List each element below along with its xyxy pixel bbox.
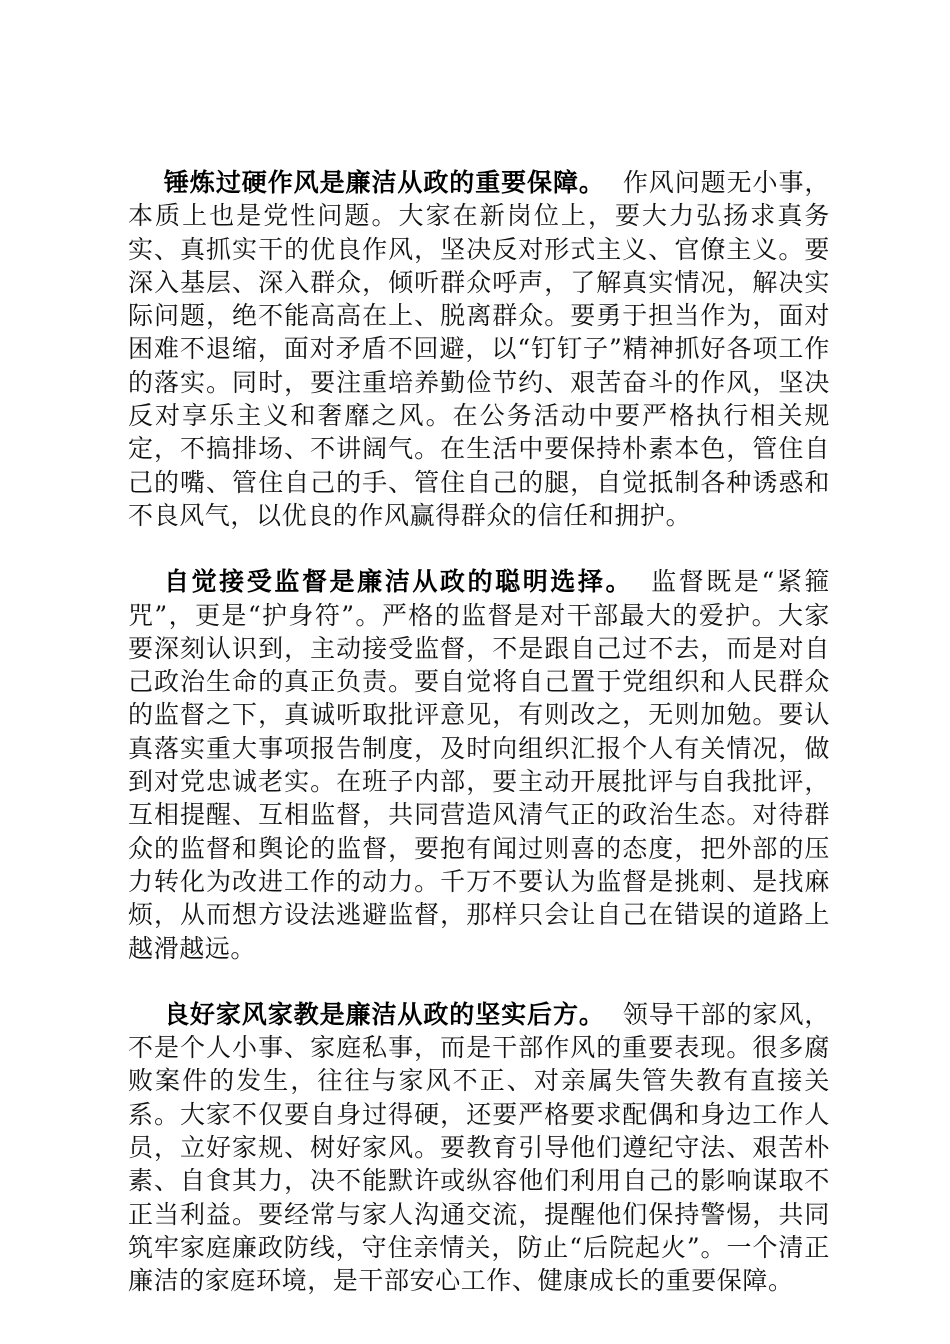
- paragraph-family-tradition: [128, 998, 830, 1298]
- paragraph-heading: 良好家风家教是廉洁从政的坚实后方。: [164, 999, 605, 1029]
- paragraph-text: 领导干部的家风，不是个人小事、家庭私事，而是干部作风的重要表现。很多腐败案件的发生，往往与家风不正、对亲属失管失教有直接关系。大家不仅要自身过得硬，还要严格要求配偶和身边工作人员，立好家规、树好家风。要教育引导他们遵纪守法、艰苦朴素、自食其力，决不能默许或纵容他们利用自己的影响谋取不正当利益。要经常与家人沟通交流，提醒他们保持警惕，共同筑牢家庭廉政防线，守住亲情关，防止“后院起火”。一个清正廉洁的家庭环境，是干部安心工作、健康成长的重要保障。: [128, 999, 830, 1296]
- paragraph-text: 作风问题无小事，本质上也是党性问题。大家在新岗位上，要大力弘扬求真务实、真抓实干的优良作风，坚决反对形式主义、官僚主义。要深入基层、深入群众，倾听群众呼声，了解真实情况，解决实际问题，绝不能高高在上、脱离群众。要勇于担当作为，面对困难不退缩，面对矛盾不回避，以“钉钉子”精神抓好各项工作的落实。同时，要注重培养勤俭节约、艰苦奋斗的作风，坚决反对享乐主义和奢靡之风。在公务活动中要严格执行相关规定，不搞排场、不讲阔气。在生活中要保持朴素本色，管住自己的嘴、管住自己的手、管住自己的腿，自觉抵制各种诱惑和不良风气，以优良的作风赢得群众的信任和拥护。: [128, 168, 830, 530]
- document-body: [128, 166, 830, 1298]
- paragraph-work-style: [128, 166, 830, 532]
- paragraph-supervision: [128, 565, 830, 965]
- paragraph-heading: 自觉接受监督是廉洁从政的聪明选择。: [164, 567, 634, 597]
- paragraph-text: 监督既是“紧箍咒”，更是“护身符”。严格的监督是对干部最大的爱护。大家要深刻认识到，主动接受监督，不是跟自己过不去，而是对自己政治生命的真正负责。要自觉将自己置于党组织和人民群众的监督之下，真诚听取批评意见，有则改之，无则加勉。要认真落实重大事项报告制度，及时向组织汇报个人有关情况，做到对党忠诚老实。在班子内部，要主动开展批评与自我批评，互相提醒、互相监督，共同营造风清气正的政治生态。对待群众的监督和舆论的监督，要抱有闻过则喜的态度，把外部的压力转化为改进工作的动力。千万不要认为监督是挑刺、是找麻烦，从而想方设法逃避监督，那样只会让自己在错误的道路上越滑越远。: [128, 567, 831, 963]
- paragraph-heading: 锤炼过硬作风是廉洁从政的重要保障。: [164, 168, 605, 197]
